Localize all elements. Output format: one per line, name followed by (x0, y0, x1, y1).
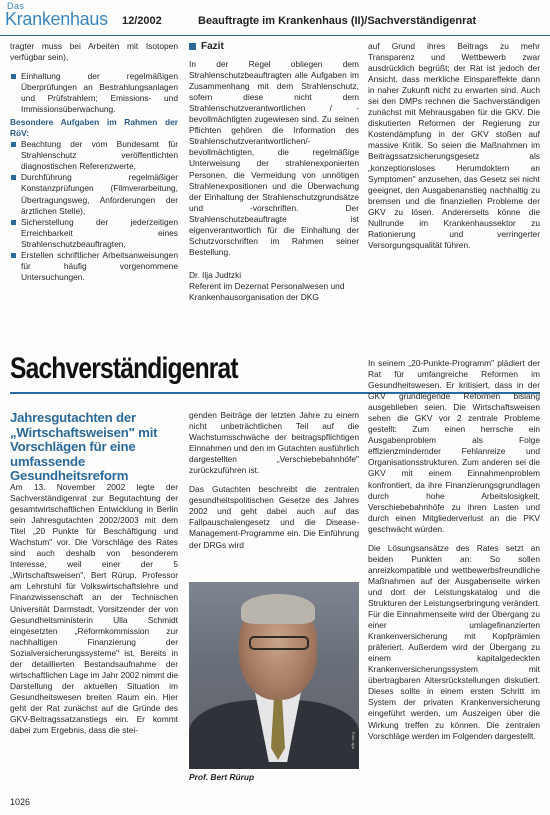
column-middle-top (189, 41, 359, 303)
list-item: Erstellen schriftlicher Arbeitsanweisungen für häufig vorgenommene Untersuchungen. (10, 250, 178, 283)
article-column-1 (10, 482, 178, 736)
section-title: Sachverständigenrat (10, 352, 238, 385)
fazit-heading-text: Fazit (201, 41, 224, 52)
column-left-top (10, 41, 178, 283)
section-header (10, 352, 430, 396)
fazit-text: In der Regel obliegen dem Strahlenschutzbeauftragten alle Aufgaben im Zusammenhang mit dem Strahlenschutz, sofern diese nicht dem Strahlenschutzverantwortlichen / -bevollmächtigten zugewiesen sind. Zu seinen Pflichten gehören die Information des Strahlenschutzverantwortlichen/-bevollmächtigten, die regelmäßige Unterweisung der strahlenexponierten Personen, die Vermeidung von unnötigen Strahlenexpositionen und die Überwachung der Einhaltung der Strahlenschutzgrundsätze und -vorschriften. Der Strahlenschutzbeauftragte ist eigenverantwortlich für die Einhaltung der Schutzvorschriften im Rahmen seiner Bestellung. (189, 59, 359, 257)
logo-small-text: Das (7, 1, 25, 11)
body-text: auf Grund ihres Beitrags zu mehr Transparenz und Wettbewerb zwar ausdrücklich begrüßt; der Rat ist jedoch der Ansicht, dass merkliche Einspareffekte dann in naher Zukunft nicht zu erwarten sind. Auch sei den DMPs rechnen die Sachverständigen zunächst mit Mehrausgaben für die GKV. Die diskutierten Reformen der Regierung zur Kostendämpfung in der GKV stoßen auf massive Kritik. So seien die Maßnahmen im Beitragssatzsicherungsgesetz als „konzeptionsloses Herumdoktern an Symptomen" anzusehen, das Gesetz sei nicht geeignet, den Ausgabenanstieg nachhaltig zu bremsen und die finanziellen Probleme der GKV zu lösen. Andererseits könne die Nullrunde im Krankenhaussektor zu Rationierung und verringerter Versorgungsqualität führen. (368, 41, 540, 250)
article-column-3 (368, 358, 540, 742)
list-item: Einhaltung der regelmäßigen Überprüfungen an Bestrahlungsanlagen und Prüfstrahlern; Emissions- und Immissionsüberwachung. (10, 71, 178, 115)
portrait-photo (189, 582, 359, 769)
running-title: Beauftragte im Krankenhaus (II)/Sachverständigenrat (198, 15, 477, 27)
list-item: Beachtung der vom Bundesamt für Strahlenschutz veröffentlichten diagnostischen Referenzwerte, (10, 139, 178, 172)
subheading-roev: Besondere Aufgaben im Rahmen der RöV: (10, 117, 178, 139)
photo-glasses (249, 636, 309, 650)
body-text: Die Lösungsansätze des Rates setzt an beiden Punkten an: So sollen anreizkompatible und wettbewerbsfreundliche Maßnahmen auf der Ausgabenseite wirken und dort der Leistungskatalog und die Strukturen der Leistungserbringung verändert. Für die Einnahmenseite wird der Übergang zu einer umlagefinanzierten Krankenversicherung mit Kopfprämien präferiert. Außerdem wird der Übergang zu einem kapitalgedeckten Krankenversicherungssystem mit übertragbaren Altersrückstellungen diskutiert. Dieses sollte in einem ersten Schritt im System der privaten Krankenversicherung eingeführt werden, um Auszeigen über die Wirkung treffen zu können. Die zentralen Vorschläge werden im Folgenden dargestellt. (368, 542, 540, 741)
photo-caption: Prof. Bert Rürup (189, 772, 255, 782)
body-text: Das Gutachten beschreibt die zentralen gesundheitspolitischen Gesetze des Jahres 2002 und geht dabei auch auf das Fallpauschalengesetz und die Disease-Management-Programme ein. Die Einführung der DRGs wird (189, 484, 359, 550)
column-right-top (368, 41, 540, 251)
article-headline: Jahresgutachten der „Wirtschaftsweisen" mit Vorschlägen für eine umfassende Gesundheitsreform (10, 410, 158, 483)
author-name: Dr. Ilja Judtzki (189, 269, 242, 280)
intro-text: tragter muss bei Arbeiten mit Isotopen verfügbar sein), (10, 41, 178, 63)
list-item: Sicherstellung der jederzeitigen Erreichbarkeit eines Strahlenschutzbeauftragten, (10, 217, 178, 250)
photo-hair (241, 594, 315, 624)
body-text: Am 13. November 2002 legte der Sachverständigenrat zur Begutachtung der gesamtwirtschaftlichen Entwicklung in Berlin sein Jahresgutachten 2002/2003 mit dem Titel „20 Punkte für Beschäftigung und Wachstum" vor. Die Vorschläge des Rates sind auch deshalb von besonderem Interesse, weil einer der 5 „Wirtschaftsweisen", Bert Rürup, Professor am Lehrstuhl für Volkswirtschaftslehre und Finanzwissenschaft an der Technischen Universität Darmstadt, Vorsitzender der von Gesundheitsministerin Ulla Schmidt eingesetzten „Reformkommission zur nachhaltigen Finanzierung der Sozialversicherungssysteme" ist. Bereits in der detaillierten Bestandsaufnahme der wirtschaftlichen Lage im Jahr 2002 nimmt die Darstellung der aktuellen Situation im Gesundheitswesen breiten Raum ein. Hier geht der Rat zunächst auf die Gründe des GKV-Beitragssatzanstiegs ein. Er kommt dabei zum Ergebnis, dass die stei- (10, 482, 178, 736)
body-text: genden Beiträge der letzten Jahre zu einem nicht unbeträchtlichen Teil auf die Wachstumsschwäche der beitragspflichtigen Einnahmen und den im Gutachten ausführlich dargestellten „Verschiebebahnhöfe" zurückzuführen ist. (189, 410, 359, 476)
photo-credit: Foto: dpa (351, 732, 356, 749)
issue-number: 12/2002 (122, 15, 162, 27)
magazine-logo: Krankenhaus (5, 9, 108, 29)
page-header (0, 0, 550, 36)
author-role: Referent im Dezernat Personalwesen und Krankenhausorganisation der DKG (189, 280, 345, 302)
fazit-heading (189, 41, 359, 52)
page-number: 1026 (10, 797, 31, 807)
list-item: Durchführung regelmäßiger Konstanzprüfungen (Filmverarbeitung, Übertragungsweg, Anforderungen der ärztlichen Stelle), (10, 172, 178, 216)
article-column-2 (189, 410, 359, 551)
square-bullet-icon (189, 43, 196, 50)
body-text: In seinem „20-Punkte-Programm" plädiert der Rat für umfangreiche Reformen im Gesundheitswesen. Er kritisiert, dass in der GKV grundlegende Reformen bislang ausgeblieben seien. Die Wirtschaftsweisen sehen die GKV vor 2 zentrale Probleme gestellt: Zum einen herrsche ein Ausgabenproblem als Folge effizienzmindernder Fehlanreize und Organisationsstrukturen. Zum anderen sei die GKV mit einem Einnahmenproblem konfrontiert, da ihre Finanzierungsgrundlagen durch hohe Arbeitslosigkeit, Verschiebebahnhöfe zu ihren Lasten und durch einen Mitgliederverlust an die PKV geschwächt würden. (368, 358, 540, 534)
